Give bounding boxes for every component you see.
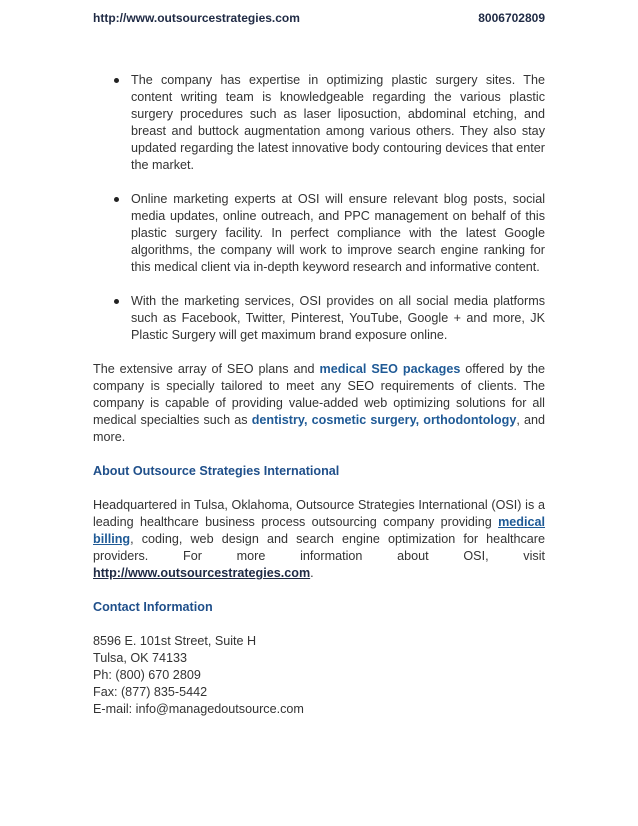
contact-fax: Fax: (877) 835-5442 bbox=[93, 685, 208, 699]
bullet-text: With the marketing services, OSI provides on all social media platforms such as Facebook, Twitter, Pinterest, YouTube, Google + and more, JK Plastic Surgery will get maximum brand exposure online. bbox=[131, 294, 545, 342]
page-header bbox=[93, 11, 545, 27]
seo-text-2: offered by the company is specially tailored to meet any SEO requirements of clients. The company is capable of providing value-added web optimizing solutions for all medical specialties such as bbox=[93, 362, 545, 427]
list-item bbox=[93, 191, 545, 276]
bullet-list bbox=[93, 72, 545, 344]
medical-seo-packages-link[interactable]: medical SEO packages bbox=[319, 362, 461, 376]
bullet-text: The company has expertise in optimizing plastic surgery sites. The content writing team is knowledgeable regarding the various plastic surgery procedures such as laser liposuction, abdominal etching, and breast and buttock augmentation among various others. They also stay updated regarding the latest innovative body contouring devices that enter the market. bbox=[131, 73, 545, 172]
seo-text-1: The extensive array of SEO plans and bbox=[93, 362, 320, 376]
bullet-icon bbox=[114, 299, 119, 304]
about-text-2: , coding, web design and search engine optimization for healthcare providers. For more information about OSI, visit bbox=[93, 532, 545, 563]
header-url[interactable]: http://www.outsourcestrategies.com bbox=[93, 11, 300, 25]
about-heading: About Outsource Strategies International bbox=[93, 464, 340, 478]
contact-phone: Ph: (800) 670 2809 bbox=[93, 668, 201, 682]
seo-paragraph bbox=[93, 361, 545, 446]
osi-website-link[interactable]: http://www.outsourcestrategies.com bbox=[93, 566, 311, 580]
contact-block bbox=[93, 633, 545, 718]
seo-text-3: , and more. bbox=[93, 413, 545, 444]
contact-city: Tulsa, OK 74133 bbox=[93, 651, 188, 665]
bullet-icon bbox=[114, 78, 119, 83]
list-item bbox=[93, 72, 545, 174]
about-text-3: . bbox=[310, 566, 314, 580]
header-phone: 8006702809 bbox=[478, 11, 545, 25]
contact-email: E-mail: info@managedoutsource.com bbox=[93, 702, 304, 716]
medical-billing-link[interactable]: medical billing bbox=[93, 515, 545, 546]
bullet-text: Online marketing experts at OSI will ensure relevant blog posts, social media updates, online outreach, and PPC management on behalf of this plastic surgery facility. In perfect compliance with the latest Google algorithms, the company will work to improve search engine ranking for this medical client via in-depth keyword research and informative content. bbox=[131, 192, 545, 274]
document-body bbox=[93, 72, 545, 718]
list-item bbox=[93, 293, 545, 344]
about-text-1: Headquartered in Tulsa, Oklahoma, Outsource Strategies International (OSI) is a leading healthcare business process outsourcing company providing bbox=[93, 498, 545, 529]
specialties-link[interactable]: dentistry, cosmetic surgery, orthodontology bbox=[251, 413, 517, 427]
bullet-icon bbox=[114, 197, 119, 202]
contact-address: 8596 E. 101st Street, Suite H bbox=[93, 634, 257, 648]
about-paragraph bbox=[93, 497, 545, 582]
contact-heading: Contact Information bbox=[93, 600, 213, 614]
